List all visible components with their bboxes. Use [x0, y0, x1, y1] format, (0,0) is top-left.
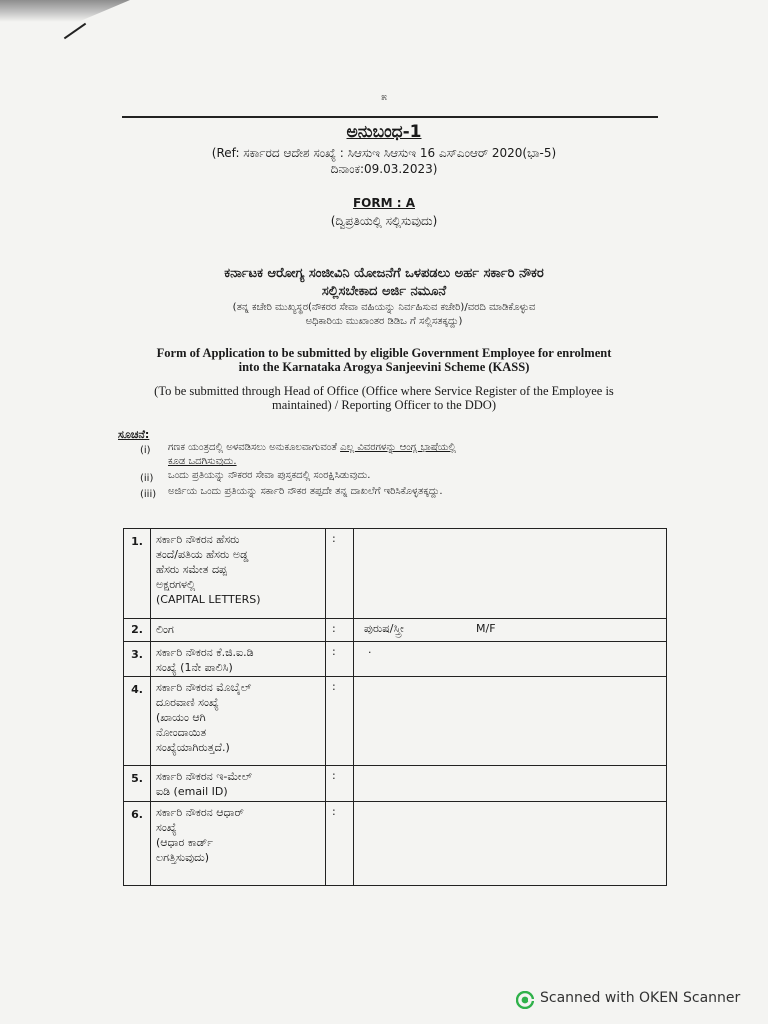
table-row — [124, 676, 666, 766]
gender-mf: M/F — [476, 622, 496, 635]
row-number: 1. — [124, 529, 151, 618]
field-label-line: ಸಂಖ್ಯೆ — [156, 821, 177, 834]
note-text-underlined: ಎಲ್ಲ ವಿವರಗಳನ್ನು ಆಂಗ್ಲ ಭಾಷೆಯಲ್ಲಿ — [340, 442, 456, 453]
field-label-line: ಲಿಂಗ — [156, 623, 174, 636]
table-row — [124, 529, 666, 618]
table-row — [124, 765, 666, 802]
colon: : — [326, 529, 354, 618]
field-label-line: ಸರ್ಕಾರಿ ನೌಕರನ ಆಧಾರ್ — [156, 806, 244, 819]
field-label-line: ಅಕ್ಷರಗಳಲ್ಲಿ — [156, 578, 196, 591]
form-label: FORM : A — [352, 196, 416, 210]
kannada-heading-2: ಸಲ್ಲಿಸಬೇಕಾದ ಅರ್ಜಿ ನಮೂನೆ — [321, 284, 447, 299]
scanner-text: Scanned with OKEN Scanner — [540, 990, 741, 1006]
field-label-line: ತಂದೆ/ಪತಿಯ ಹೆಸರು ಅಡ್ಡ — [156, 548, 249, 561]
field-label-line: (ಖಾಯಂ ಆಗಿ — [156, 711, 206, 724]
application-form-table — [123, 528, 667, 886]
row-number: 3. — [124, 642, 151, 677]
gender-value-field[interactable] — [354, 619, 666, 642]
field-label-line: ಲಗತ್ತಿಸುವುದು) — [156, 851, 210, 864]
row-number: 6. — [124, 802, 151, 886]
header-rule — [122, 116, 658, 118]
note-text-plain: ಗಣಕ ಯಂತ್ರದಲ್ಲಿ ಅಳವಡಿಸಲು ಅನುಕೂಲವಾಗುವಂತೆ — [168, 442, 341, 453]
row-number: 5. — [124, 766, 151, 802]
colon: : — [326, 802, 354, 886]
colon: : — [326, 677, 354, 766]
colon: : — [326, 766, 354, 802]
field-label-line: ಸಂಖ್ಯೆಯಾಗಿರುತ್ತದೆ.) — [156, 741, 230, 754]
row-number: 4. — [124, 677, 151, 766]
order-date: ದಿನಾಂಕ:09.03.2023) — [330, 162, 438, 176]
field-label-line: (ಆಧಾರ ಕಾರ್ಡ್ — [156, 836, 213, 849]
field-label-line: ಸರ್ಕಾರಿ ನೌಕರನ ಕೆ.ಜಿ.ಐ.ಡಿ — [156, 646, 254, 659]
pen-mark — [64, 23, 86, 40]
field-label — [151, 802, 326, 886]
field-label-line: ಸರ್ಕಾರಿ ನೌಕರನ ಹೆಸರು — [156, 533, 240, 546]
note-number: (ii) — [140, 473, 154, 484]
note-text: ಅರ್ಜಿಯ ಒಂದು ಪ್ರತಿಯನ್ನು ಸರ್ಕಾರಿ ನೌಕರ ತಪ್ಪದೇ ತನ್ನ ದಾಖಲೆಗೆ ಇರಿಸಿಕೊಳ್ಳತಕ್ಕದ್ದು. — [168, 486, 443, 497]
english-heading: Form of Application to be submitted by eligible Government Employee for enrolment — [156, 346, 612, 360]
kgid-value-field[interactable] — [354, 642, 666, 677]
aadhaar-value-field[interactable] — [354, 802, 666, 886]
colon: : — [326, 619, 354, 642]
kannada-heading: ಕರ್ನಾಟಕ ಆರೋಗ್ಯ ಸಂಜೀವಿನಿ ಯೋಜನೆಗೆ ಒಳಪಡಲು ಅರ್ಹ ಸರ್ಕಾರಿ ನೌಕರ — [224, 266, 544, 281]
page-marker: ೫ — [381, 92, 387, 103]
field-label — [151, 642, 326, 677]
table-row — [124, 801, 666, 886]
stray-dot: · — [368, 646, 372, 659]
note-number: (i) — [140, 445, 151, 456]
field-label-line: ಸಂಖ್ಯೆ (1ನೇ ಪಾಲಿಸಿ) — [156, 661, 233, 674]
scan-shadow — [0, 0, 130, 22]
email-value-field[interactable] — [354, 766, 666, 802]
scanner-watermark — [516, 988, 766, 1012]
kannada-subheading: (ತನ್ನ ಕಚೇರಿ ಮುಖ್ಯಸ್ಥರ(ನೌಕರರ ಸೇವಾ ವಹಿಯನ್ನು ನಿರ್ವಹಿಸುವ ಕಚೇರಿ)/ವರದಿ ಮಾಡಿಕೊಳ್ಳುವ — [232, 302, 536, 313]
row-number: 2. — [124, 619, 151, 642]
notes-heading: ಸೂಚನೆ: — [118, 428, 150, 441]
table-row — [124, 618, 666, 642]
field-label — [151, 529, 326, 618]
field-label-line: ನೋಂದಾಯಿತ — [156, 726, 207, 739]
scanner-logo-icon — [516, 991, 534, 1009]
field-label-line: ಹೆಸರು ಸಮೇತ ದಪ್ಪ — [156, 563, 227, 576]
field-label — [151, 619, 326, 642]
field-label-line: ಸರ್ಕಾರಿ ನೌಕರನ ಮೊಬೈಲ್ — [156, 681, 252, 694]
annexure-title: ಅನುಬಂಧ-1 — [346, 122, 422, 142]
note-text: ಒಂದು ಪ್ರತಿಯನ್ನು ನೌಕರರ ಸೇವಾ ಪುಸ್ತಕದಲ್ಲಿ ಸಂರಕ್ಷಿಸಿಡುವುದು. — [168, 470, 371, 481]
colon: : — [326, 642, 354, 677]
note-text — [168, 442, 456, 453]
kannada-subheading-2: ಅಧಿಕಾರಿಯ ಮುಖಾಂತರ ಡಿಡಿಒ ಗೆ ಸಲ್ಲಿಸತಕ್ಕದ್ದು) — [305, 316, 463, 327]
note-text-continued: ಕೂಡ ಒದಗಿಸುವುದು. — [168, 456, 237, 467]
note-number: (iii) — [140, 489, 157, 500]
mobile-value-field[interactable] — [354, 677, 666, 766]
field-label-line: ದೂರವಾಣಿ ಸಂಖ್ಯೆ — [156, 696, 219, 709]
english-subheading-2: maintained) / Reporting Officer to the DDO) — [271, 398, 496, 412]
gender-kannada: ಪುರುಷ/ಸ್ತ್ರೀ — [364, 622, 404, 635]
english-subheading: (To be submitted through Head of Office (Office where Service Register of the Employee is — [154, 384, 614, 398]
order-reference: (Ref: ಸರ್ಕಾರದ ಆದೇಶ ಸಂಖ್ಯೆ : ಸಿಆಸುಇ ಸಿಆಸುಇ 16 ಎಸ್ಎಂಆರ್ 2020(ಭಾ-5) — [211, 146, 557, 160]
field-label — [151, 766, 326, 802]
form-sub: (ದ್ವಿಪ್ರತಿಯಲ್ಲಿ ಸಲ್ಲಿಸುವುದು) — [330, 214, 438, 228]
table-row — [124, 641, 666, 677]
field-label — [151, 677, 326, 766]
name-value-field[interactable] — [354, 529, 666, 618]
field-label-line: (CAPITAL LETTERS) — [156, 593, 261, 606]
field-label-line: ಐಡಿ (email ID) — [156, 785, 228, 798]
english-heading-2: into the Karnataka Arogya Sanjeevini Scheme (KASS) — [238, 360, 530, 374]
field-label-line: ಸರ್ಕಾರಿ ನೌಕರನ ಇ-ಮೇಲ್ — [156, 770, 253, 783]
